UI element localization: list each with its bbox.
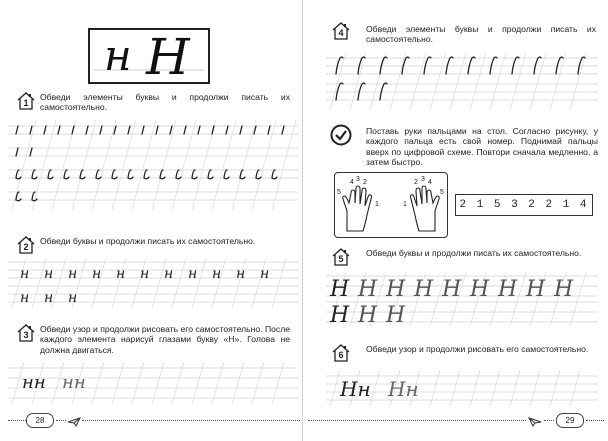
- footer-rule: [308, 420, 526, 421]
- pattern-sample: Нн: [340, 377, 371, 401]
- task-2-instruction: Обведи буквы и продолжи писать их самостоятельно.: [40, 236, 256, 246]
- finger-label: 1: [375, 201, 379, 208]
- title-uppercase-letter: Н: [146, 30, 190, 82]
- footer-rule: [8, 420, 26, 421]
- task-number: 1: [23, 98, 29, 108]
- letter-sample: н: [188, 266, 198, 282]
- pattern-sample: нн: [62, 372, 86, 393]
- right-hand-icon: [411, 186, 440, 231]
- checkmark-circle-icon: [330, 124, 352, 146]
- task-4-instruction: Обведи элементы буквы и продолжи писать их самостоятельно.: [366, 24, 596, 45]
- letter-sample: Н: [358, 277, 378, 302]
- right-page: [304, 0, 608, 441]
- letter-sample: Н: [498, 277, 518, 302]
- letter-sample: н: [68, 266, 78, 282]
- finger-label: 4: [350, 179, 354, 186]
- letter-sample: Н: [386, 277, 406, 302]
- task-number: 3: [23, 330, 29, 340]
- footer-rule: [586, 420, 604, 421]
- task-1-writing-lines: [8, 120, 298, 210]
- finger-task-instruction: Поставь руки пальцами на стол. Согласно рисунку, у каждого пальца есть свой номер. Поднимай пальцы вверх по цифровой схеме. Повтори сначала медленно, а затем быстро.: [366, 126, 598, 168]
- task-number-icon: [17, 92, 35, 110]
- task-number: 6: [338, 350, 344, 360]
- finger-sequence-box: 2 1 5 3 2 2 1 4: [455, 194, 593, 216]
- task-3-instruction: Обведи узор и продолжи рисовать его самостоятельно. После каждого элемента нарисуй глазами букву «Н». Голова не должна двигаться.: [40, 324, 290, 355]
- paper-plane-icon: [528, 414, 542, 432]
- pattern-sample: Нн: [388, 377, 419, 401]
- finger-label: 5: [337, 189, 341, 196]
- letter-sample: н: [20, 290, 30, 306]
- finger-label: 3: [356, 176, 360, 183]
- task-5-instruction: Обведи буквы и продолжи писать их самостоятельно.: [366, 248, 582, 258]
- title-lowercase-letter: н: [104, 31, 132, 80]
- task-2-writing-lines: [8, 258, 298, 308]
- letter-sample: н: [20, 266, 30, 282]
- letter-sample: Н: [442, 277, 462, 302]
- task-number-icon: [17, 236, 35, 254]
- letter-sample: Н: [386, 303, 406, 326]
- page-number: 29: [556, 413, 584, 428]
- task-number: 5: [338, 254, 344, 264]
- hands-diagram: [334, 172, 448, 238]
- left-hand-icon: [343, 186, 372, 231]
- finger-label: 1: [403, 201, 407, 208]
- task-6-instruction: Обведи узор и продолжи рисовать его самостоятельно.: [366, 344, 589, 354]
- letter-sample: н: [68, 290, 78, 306]
- task-number-icon: [332, 22, 350, 40]
- task-3-writing-lines: [8, 362, 298, 404]
- letter-sample: н: [140, 266, 150, 282]
- footer-rule: [544, 420, 554, 421]
- task-5-writing-lines: [326, 272, 598, 326]
- letter-sample: Н: [330, 277, 350, 302]
- task-1-instruction: Обведи элементы буквы и продолжи писать их самостоятельно.: [40, 92, 290, 113]
- letter-sample: Н: [358, 303, 378, 326]
- task-number-icon: [332, 248, 350, 266]
- task-6-writing-lines: [326, 370, 598, 406]
- pattern-sample: нн: [22, 372, 46, 393]
- paper-plane-icon: [67, 414, 81, 432]
- letter-sample: Н: [554, 277, 574, 302]
- task-4-writing-lines: [326, 52, 598, 110]
- letter-sample: н: [116, 266, 126, 282]
- letter-sample: н: [212, 266, 222, 282]
- finger-label: 3: [421, 176, 425, 183]
- footer-rule: [56, 420, 66, 421]
- letter-sample: н: [44, 290, 54, 306]
- letter-sample: н: [44, 266, 54, 282]
- letter-sample: Н: [470, 277, 490, 302]
- page-number: 28: [26, 413, 54, 428]
- letter-sample: н: [92, 266, 102, 282]
- task-number-icon: [332, 344, 350, 362]
- task-number: 2: [23, 242, 29, 252]
- finger-label: 2: [414, 179, 418, 186]
- task-number: 4: [338, 28, 344, 38]
- letter-sample: н: [236, 266, 246, 282]
- letter-sample: Н: [330, 303, 350, 326]
- footer-rule: [82, 420, 300, 421]
- finger-label: 5: [440, 189, 444, 196]
- letter-sample: Н: [526, 277, 546, 302]
- finger-label: 2: [363, 179, 367, 186]
- title-letters-box: [88, 28, 210, 84]
- letter-sample: Н: [414, 277, 434, 302]
- finger-label: 4: [428, 179, 432, 186]
- letter-sample: н: [260, 266, 270, 282]
- letter-sample: н: [164, 266, 174, 282]
- task-number-icon: [17, 324, 35, 342]
